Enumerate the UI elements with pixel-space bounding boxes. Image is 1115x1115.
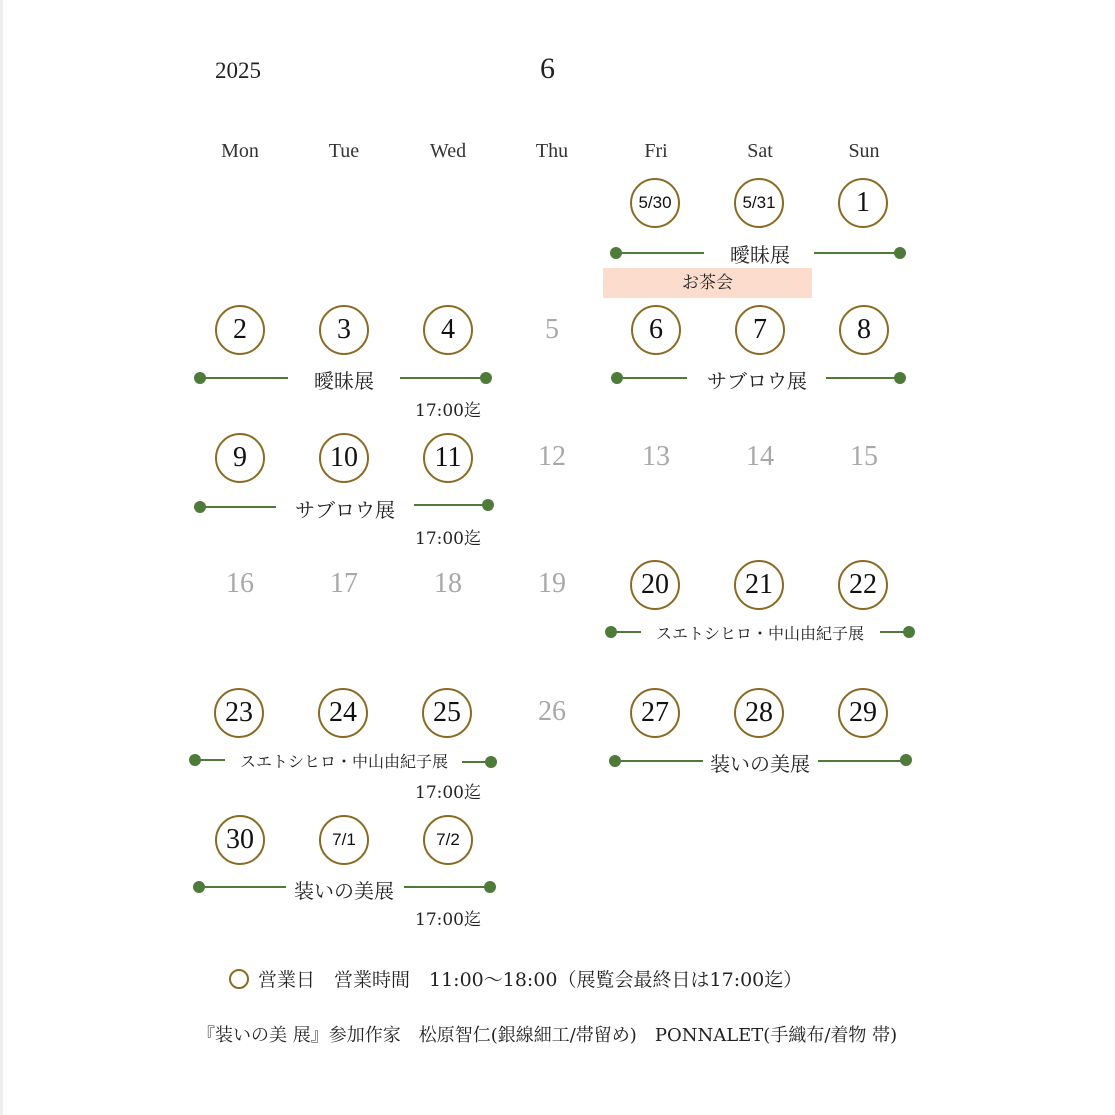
weekday-mon: Mon	[221, 140, 259, 162]
day-cell: 24	[318, 688, 368, 738]
exhibition-label: スエトシヒロ・中山由紀子展	[655, 624, 864, 643]
exhibition-bar-line	[414, 504, 488, 506]
exhibition-label: サブロウ展	[707, 369, 807, 393]
exhibition-label: 曖昧展	[730, 243, 790, 267]
exhibition-bar-line	[400, 377, 486, 379]
weekday-fri: Fri	[644, 140, 668, 162]
day-cell: 8	[839, 305, 889, 355]
exhibition-label: 装いの美展	[294, 879, 394, 903]
exhibition-label: 曖昧展	[314, 369, 374, 393]
exhibition-bar-line	[818, 760, 906, 762]
participating-artists: 『装いの美 展』参加作家 松原智仁(銀線細工/帯留め) PONNALET(手織布/着物 帯)	[197, 1025, 898, 1046]
day-cell: 2	[215, 305, 265, 355]
day-cell-closed: 26	[538, 696, 566, 727]
exhibition-bar-line	[814, 252, 900, 254]
bar-end-dot	[482, 499, 494, 511]
exhibition-bar-line	[200, 377, 288, 379]
day-cell: 29	[838, 688, 888, 738]
exhibition-bar-line	[615, 760, 703, 762]
day-cell-closed: 19	[538, 568, 566, 599]
day-cell: 28	[734, 688, 784, 738]
calendar-month: 6	[540, 52, 555, 85]
tea-party-band: お茶会	[603, 268, 812, 298]
day-cell-closed: 18	[434, 568, 462, 599]
day-cell: 23	[214, 688, 264, 738]
day-cell: 10	[319, 433, 369, 483]
exhibition-label: サブロウ展	[295, 498, 395, 522]
exhibition-bar-line	[404, 886, 490, 888]
calendar-year: 2025	[215, 58, 261, 83]
day-cell: 9	[215, 433, 265, 483]
bar-end-dot	[900, 754, 912, 766]
exhibition-label: 装いの美展	[710, 752, 810, 776]
weekday-thu: Thu	[535, 140, 569, 162]
exhibition-label: スエトシヒロ・中山由紀子展	[239, 752, 448, 771]
day-cell-closed: 16	[226, 568, 254, 599]
exhibition-bar-line	[195, 759, 225, 761]
day-cell: 5/30	[630, 178, 680, 228]
exhibition-bar-line	[616, 252, 704, 254]
business-hours-legend: 営業日 営業時間 11:00〜18:00（展覧会最終日は17:00迄）	[258, 969, 803, 991]
weekday-sat: Sat	[747, 140, 773, 162]
weekday-wed: Wed	[429, 140, 467, 162]
exhibition-bar-line	[826, 377, 900, 379]
weekday-tue: Tue	[328, 140, 360, 162]
open-day-legend-icon	[229, 969, 249, 989]
bar-end-dot	[903, 626, 915, 638]
closing-time-note: 17:00迄	[415, 910, 481, 930]
day-cell-closed: 15	[850, 441, 878, 472]
day-cell: 7/1	[319, 815, 369, 865]
closing-time-note: 17:00迄	[415, 401, 481, 421]
exhibition-bar-line	[199, 886, 286, 888]
bar-end-dot	[485, 756, 497, 768]
weekday-sun: Sun	[848, 140, 880, 162]
day-cell-closed: 12	[538, 441, 566, 472]
closing-time-note: 17:00迄	[415, 783, 481, 803]
left-edge-border	[0, 0, 3, 1115]
closing-time-note: 17:00迄	[415, 529, 481, 549]
bar-end-dot	[480, 372, 492, 384]
day-cell: 5/31	[734, 178, 784, 228]
day-cell: 3	[319, 305, 369, 355]
day-cell: 27	[630, 688, 680, 738]
day-cell: 7/2	[423, 815, 473, 865]
day-cell: 21	[734, 560, 784, 610]
day-cell: 1	[838, 178, 888, 228]
day-cell: 22	[838, 560, 888, 610]
day-cell: 20	[630, 560, 680, 610]
day-cell-closed: 13	[642, 441, 670, 472]
day-cell: 4	[423, 305, 473, 355]
day-cell-closed: 14	[746, 441, 774, 472]
day-cell: 30	[215, 815, 265, 865]
exhibition-bar-line	[611, 631, 641, 633]
bar-end-dot	[894, 372, 906, 384]
exhibition-bar-line	[200, 506, 276, 508]
day-cell: 6	[631, 305, 681, 355]
day-cell: 25	[422, 688, 472, 738]
day-cell: 11	[423, 433, 473, 483]
bar-end-dot	[894, 247, 906, 259]
day-cell-closed: 5	[545, 314, 559, 345]
bar-end-dot	[484, 881, 496, 893]
exhibition-bar-line	[617, 377, 687, 379]
day-cell-closed: 17	[330, 568, 358, 599]
day-cell: 7	[735, 305, 785, 355]
